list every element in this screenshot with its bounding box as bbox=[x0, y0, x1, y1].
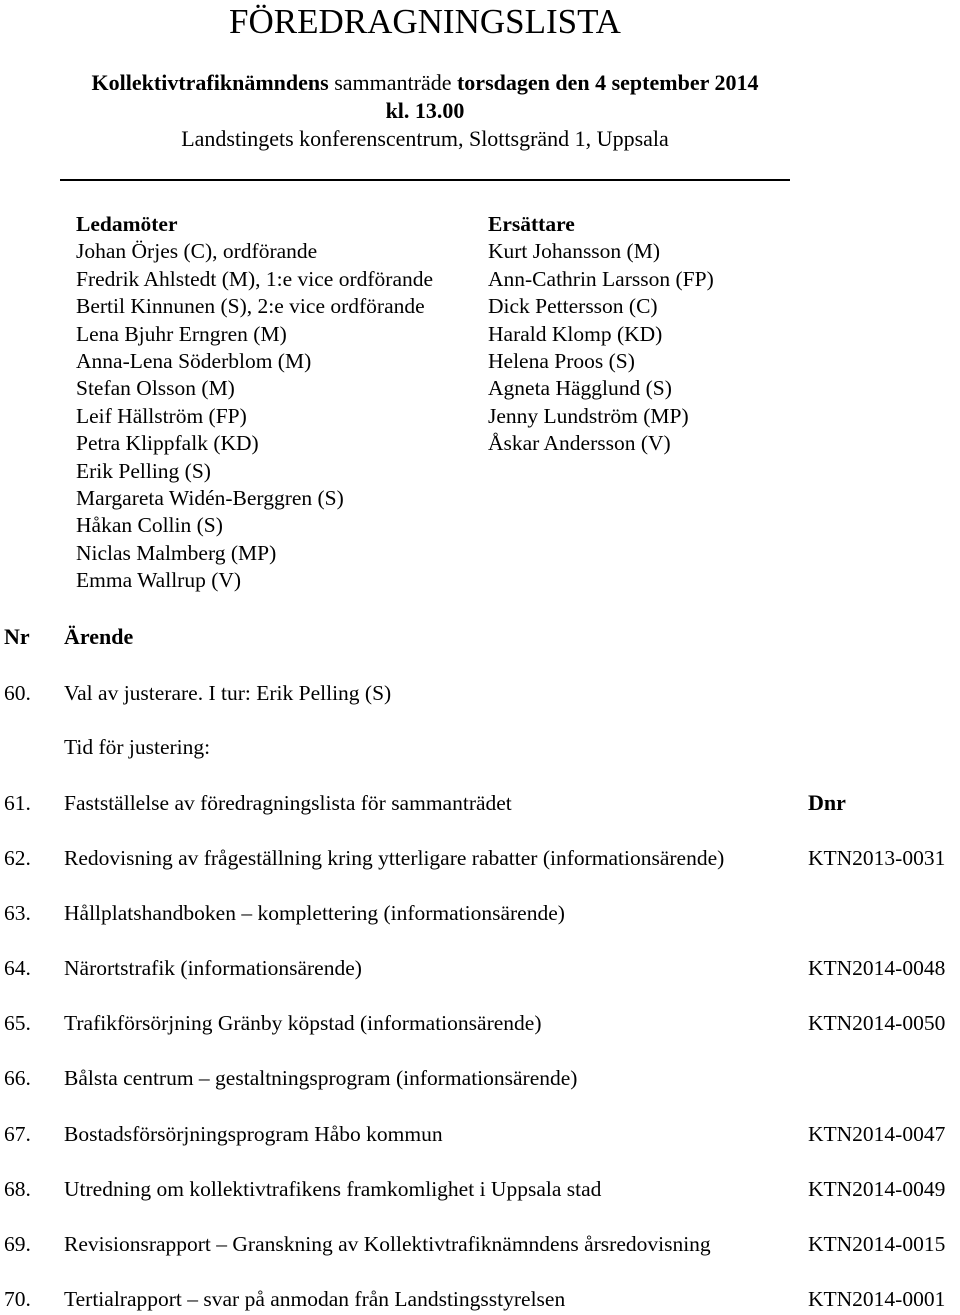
agenda-item-dnr: KTN2014-0047 bbox=[808, 1122, 946, 1146]
agenda-item-dnr: KTN2014-0050 bbox=[808, 1011, 946, 1035]
agenda-item-number: 65. bbox=[4, 1011, 31, 1035]
substitute-name: Kurt Johansson (M) bbox=[488, 239, 660, 264]
members-heading: Ledamöter bbox=[76, 212, 178, 236]
agenda-item-number: 69. bbox=[4, 1232, 31, 1256]
agenda-item-dnr: KTN2013-0031 bbox=[808, 846, 946, 870]
agenda-item-number: 60. bbox=[4, 681, 31, 705]
agenda-item-text: Bostadsförsörjningsprogram Håbo kommun bbox=[64, 1122, 443, 1146]
member-name: Håkan Collin (S) bbox=[76, 513, 223, 538]
agenda-item-number: 64. bbox=[4, 956, 31, 980]
member-name: Anna-Lena Söderblom (M) bbox=[76, 349, 312, 374]
member-name: Margareta Widén-Berggren (S) bbox=[76, 486, 344, 511]
member-name: Niclas Malmberg (MP) bbox=[76, 540, 277, 565]
agenda-item-text: Fastställelse av föredragningslista för sammanträdet bbox=[64, 791, 512, 815]
agenda-item-text: Trafikförsörjning Gränby köpstad (informationsärende) bbox=[64, 1011, 542, 1035]
agenda-item-number: 68. bbox=[4, 1177, 31, 1201]
item-heading: Ärende bbox=[64, 624, 134, 649]
member-name: Erik Pelling (S) bbox=[76, 458, 211, 483]
meeting-location: Landstingets konferenscentrum, Slottsgränd 1, Uppsala bbox=[181, 126, 669, 151]
members-column bbox=[76, 211, 433, 595]
agenda-item-number: 63. bbox=[4, 901, 31, 925]
substitute-name: Ann-Cathrin Larsson (FP) bbox=[488, 266, 714, 291]
agenda-item-dnr: KTN2014-0015 bbox=[808, 1232, 946, 1256]
member-name: Leif Hällström (FP) bbox=[76, 403, 247, 428]
substitute-name: Åskar Andersson (V) bbox=[488, 431, 671, 456]
agenda-item-text: Revisionsrapport – Granskning av Kollektivtrafiknämndens årsredovisning bbox=[64, 1232, 711, 1256]
member-name: Petra Klippfalk (KD) bbox=[76, 431, 259, 456]
divider bbox=[60, 179, 790, 181]
member-name: Johan Örjes (C), ordförande bbox=[76, 239, 318, 264]
substitutes-column bbox=[488, 211, 714, 458]
member-name: Lena Bjuhr Erngren (M) bbox=[76, 321, 287, 346]
document-title: FÖREDRAGNINGSLISTA bbox=[229, 2, 621, 41]
agenda-item-text: Bålsta centrum – gestaltningsprogram (informationsärende) bbox=[64, 1066, 578, 1090]
meeting-time: kl. 13.00 bbox=[385, 98, 465, 123]
substitute-name: Helena Proos (S) bbox=[488, 349, 635, 374]
agenda-item-text: Närortstrafik (informationsärende) bbox=[64, 956, 362, 980]
agenda-item-number: 62. bbox=[4, 846, 31, 870]
substitute-name: Jenny Lundström (MP) bbox=[488, 403, 689, 428]
substitute-name: Agneta Hägglund (S) bbox=[488, 376, 672, 401]
substitute-name: Dick Pettersson (C) bbox=[488, 294, 658, 319]
member-name: Fredrik Ahlstedt (M), 1:e vice ordförande bbox=[76, 266, 434, 291]
nr-heading: Nr bbox=[4, 624, 30, 649]
meeting-line bbox=[0, 69, 850, 97]
agenda-item-number: 70. bbox=[4, 1287, 31, 1311]
agenda-item-dnr: KTN2014-0049 bbox=[808, 1177, 946, 1201]
agenda-item-text: Utredning om kollektivtrafikens framkomlighet i Uppsala stad bbox=[64, 1177, 602, 1201]
dnr-heading: Dnr bbox=[808, 790, 846, 815]
member-name: Bertil Kinnunen (S), 2:e vice ordförande bbox=[76, 294, 425, 319]
agenda-item-number: 66. bbox=[4, 1066, 31, 1090]
substitutes-heading: Ersättare bbox=[488, 212, 575, 236]
agenda-item-dnr: KTN2014-0001 bbox=[808, 1287, 946, 1311]
substitute-name: Harald Klomp (KD) bbox=[488, 321, 663, 346]
member-name: Stefan Olsson (M) bbox=[76, 376, 235, 401]
meeting-word: sammanträde bbox=[334, 70, 452, 95]
agenda-item-dnr: KTN2014-0048 bbox=[808, 956, 946, 980]
meeting-date: torsdagen den 4 september 2014 bbox=[456, 70, 759, 95]
agenda-item-text: Redovisning av frågeställning kring ytterligare rabatter (informationsärende) bbox=[64, 846, 725, 870]
agenda-item-text: Val av justerare. I tur: Erik Pelling (S) bbox=[64, 681, 392, 705]
agenda-item-number: 67. bbox=[4, 1122, 31, 1146]
member-name: Emma Wallrup (V) bbox=[76, 568, 242, 593]
agenda-item-number: 61. bbox=[4, 791, 31, 815]
committee-name: Kollektivtrafiknämndens bbox=[91, 70, 329, 95]
agenda-item-text: Tertialrapport – svar på anmodan från Landstingsstyrelsen bbox=[64, 1287, 566, 1311]
justering-label: Tid för justering: bbox=[64, 735, 211, 759]
agenda-item-text: Hållplatshandboken – komplettering (informationsärende) bbox=[64, 901, 565, 925]
